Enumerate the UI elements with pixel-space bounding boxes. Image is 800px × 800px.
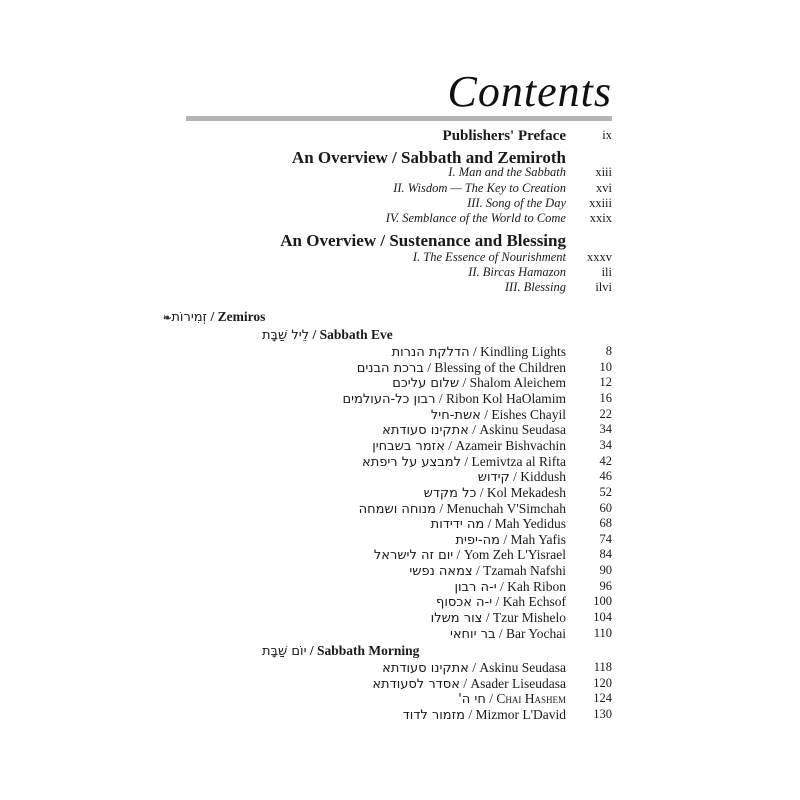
title-rule [186, 116, 612, 121]
entry-hebrew: אתקינו סעודתא [382, 423, 469, 439]
page-number: 46 [599, 469, 612, 484]
entry-title: An Overview / Sabbath and Zemiroth [291, 148, 566, 167]
entry-english: Tzamah Nafshi [483, 563, 566, 579]
entry-title: יום זה לישראל / Yom Zeh L'Yisrael [373, 547, 566, 564]
heading-english: Sabbath Eve [319, 327, 393, 342]
entry-hebrew: בר יוחאי [449, 626, 496, 642]
entry-hebrew: יום זה לישראל [373, 548, 454, 564]
entry-title: חי ה' / Chai Hashem [458, 691, 566, 708]
entry-hebrew: אשת-חיל [430, 407, 481, 423]
entry-title: אתקינו סעודתא / Askinu Seudasa [382, 422, 566, 439]
entry-hebrew: חי ה' [458, 692, 486, 708]
entry-hebrew: מנוחה ושמחה [358, 501, 436, 517]
section-heading: לֵיל שַׁבָּת / Sabbath Eve [262, 327, 393, 343]
entry-title: אתקינו סעודתא / Askinu Seudasa [382, 660, 566, 676]
entry-hebrew: כל מקדש [423, 485, 477, 501]
entry-hebrew: י-ה אכסוף [436, 595, 493, 611]
entry-english: Kah Ribon [507, 578, 566, 594]
page-number: 68 [599, 516, 612, 531]
page-number: 12 [599, 375, 612, 390]
entry-title: I. The Essence of Nourishment [412, 250, 566, 264]
page-number: 96 [599, 578, 612, 593]
page-number: ili [601, 265, 612, 279]
entry-english: Yom Zeh L'Yisrael [463, 547, 566, 563]
entry-english: Azameir Bishvachin [455, 437, 566, 453]
entry-hebrew: מה ידידות [430, 517, 485, 533]
page-number: xiii [595, 165, 612, 179]
page-number: 100 [593, 594, 612, 609]
page-number: 52 [599, 484, 612, 499]
entry-title: שלום עליכם / Shalom Aleichem [392, 375, 566, 392]
entry-english: Chai Hashem [496, 691, 566, 707]
entry-english: Asader Liseudasa [470, 675, 566, 691]
entry-title: צמאה נפשי / Tzamah Nafshi [409, 563, 566, 580]
entry-hebrew: י-ה רבון [454, 579, 497, 595]
entry-title: IV. Semblance of the World to Come [385, 211, 566, 225]
toc-entry[interactable] [0, 707, 800, 725]
entry-title: Publishers' Preface [442, 128, 566, 144]
page-number: xxix [589, 211, 612, 225]
entry-title: הדלקת הנרות / Kindling Lights [391, 344, 566, 360]
entry-english: Kiddush [520, 469, 566, 485]
entry-title: בר יוחאי / Bar Yochai [449, 625, 566, 642]
toc-entry[interactable] [0, 626, 800, 644]
entry-hebrew: צור משלו [430, 611, 483, 627]
page-number: 60 [599, 500, 612, 515]
entry-title: רבון כל-העולמים / Ribon Kol HaOlamim [342, 390, 566, 407]
page-number: xvi [596, 181, 612, 195]
page-number: 124 [593, 691, 612, 706]
page-number: ix [602, 128, 612, 142]
entry-title: אשת-חיל / Eishes Chayil [430, 406, 566, 423]
toc-entry[interactable] [0, 280, 800, 298]
entry-english: Menuchah V'Simchah [446, 500, 566, 516]
entry-title: מה ידידות / Mah Yedidus [430, 516, 566, 533]
toc-entry[interactable] [0, 148, 800, 166]
entry-title: מנוחה ושמחה / Menuchah V'Simchah [358, 500, 566, 517]
entry-title: I. Man and the Sabbath [448, 165, 566, 179]
entry-title: אסדר לסעודתא / Asader Liseudasa [372, 675, 566, 692]
entry-hebrew: אסדר לסעודתא [372, 676, 460, 692]
entry-english: Tzur Mishelo [492, 610, 566, 626]
heading-english: Sabbath Morning [317, 643, 420, 658]
entry-hebrew: קידוש [477, 470, 510, 486]
entry-english: Lemivtza al Rifta [471, 453, 566, 469]
heading-hebrew: לֵיל שַׁבָּת [262, 328, 310, 343]
entry-title: III. Blessing [504, 280, 566, 294]
page-number: 130 [593, 706, 612, 721]
entry-english: Kindling Lights [480, 344, 566, 359]
entry-hebrew: אזמר בשבחין [372, 438, 445, 454]
page-number: 16 [599, 390, 612, 405]
entry-title: י-ה אכסוף / Kah Echsof [436, 594, 566, 611]
entry-english: Askinu Seudasa [479, 660, 566, 675]
entry-english: Mizmor L'David [475, 706, 566, 722]
entry-english: Bar Yochai [506, 625, 566, 641]
page-number: 90 [599, 563, 612, 578]
entry-title: למבצע על ריפתא / Lemivtza al Rifta [362, 453, 566, 470]
page-number: xxiii [589, 196, 612, 210]
section-heading: יוֹם שַׁבָּת / Sabbath Morning [262, 643, 420, 659]
entry-english: Ribon Kol HaOlamim [446, 390, 566, 406]
entry-title: צור משלו / Tzur Mishelo [430, 610, 566, 627]
entry-title: מזמור לדוד / Mizmor L'David [402, 706, 566, 723]
entry-title: מה-יפית / Mah Yafis [455, 531, 566, 548]
page-number: 118 [593, 660, 612, 674]
entry-title: י-ה רבון / Kah Ribon [454, 578, 566, 595]
entry-english: Askinu Seudasa [479, 422, 566, 438]
entry-title: III. Song of the Day [467, 196, 566, 210]
entry-english: Mah Yafis [510, 531, 566, 547]
entry-hebrew: למבצע על ריפתא [362, 454, 462, 470]
entry-title: אזמר בשבחין / Azameir Bishvachin [372, 437, 566, 454]
page-number: 74 [599, 531, 612, 546]
entry-hebrew: מה-יפית [455, 532, 500, 548]
page-number: 8 [605, 344, 612, 358]
page-number: 10 [599, 359, 612, 374]
entry-hebrew: רבון כל-העולמים [342, 391, 436, 407]
page-number: 120 [593, 675, 612, 690]
ornament-icon: ❧ [163, 313, 172, 324]
entry-title: An Overview / Sustenance and Blessing [280, 231, 566, 250]
entry-hebrew: צמאה נפשי [409, 564, 473, 580]
entry-title: כל מקדש / Kol Mekadesh [423, 484, 566, 501]
entry-english: Blessing of the Children [434, 359, 566, 375]
page-number: 110 [593, 625, 612, 640]
page-number: xxxv [587, 250, 612, 264]
page-number: 34 [599, 437, 612, 452]
entry-english: Mah Yedidus [494, 516, 566, 532]
toc-entry[interactable] [0, 231, 800, 249]
entry-hebrew: ברכת הבנים [356, 360, 424, 376]
page-number: 84 [599, 547, 612, 562]
entry-hebrew: הדלקת הנרות [391, 345, 470, 360]
heading-hebrew: יוֹם שַׁבָּת [262, 644, 307, 659]
entry-hebrew: אתקינו סעודתא [382, 661, 469, 676]
entry-english: Kol Mekadesh [486, 484, 566, 500]
entry-hebrew: שלום עליכם [392, 376, 460, 392]
toc-entry[interactable] [0, 211, 800, 229]
page-number: 104 [593, 610, 612, 625]
entry-english: Eishes Chayil [491, 406, 566, 422]
entry-title: II. Bircas Hamazon [468, 265, 566, 279]
zemiros-heading: ❧זְמִירוֹת / Zemiros [163, 309, 266, 325]
toc-entry[interactable] [0, 128, 800, 146]
page-number: 42 [599, 453, 612, 468]
page-number: 22 [599, 406, 612, 421]
heading-hebrew: זְמִירוֹת [171, 310, 208, 325]
entry-english: Kah Echsof [502, 594, 566, 610]
entry-title: קידוש / Kiddush [477, 469, 566, 486]
entry-hebrew: מזמור לדוד [402, 707, 465, 723]
page-number: 34 [599, 422, 612, 437]
entry-title: II. Wisdom — The Key to Creation [393, 181, 566, 195]
page-title: Contents [447, 67, 612, 116]
entry-title: ברכת הבנים / Blessing of the Children [356, 359, 566, 376]
heading-english: Zemiros [217, 309, 266, 324]
entry-english: Shalom Aleichem [469, 375, 566, 391]
page-number: ilvi [595, 280, 612, 294]
